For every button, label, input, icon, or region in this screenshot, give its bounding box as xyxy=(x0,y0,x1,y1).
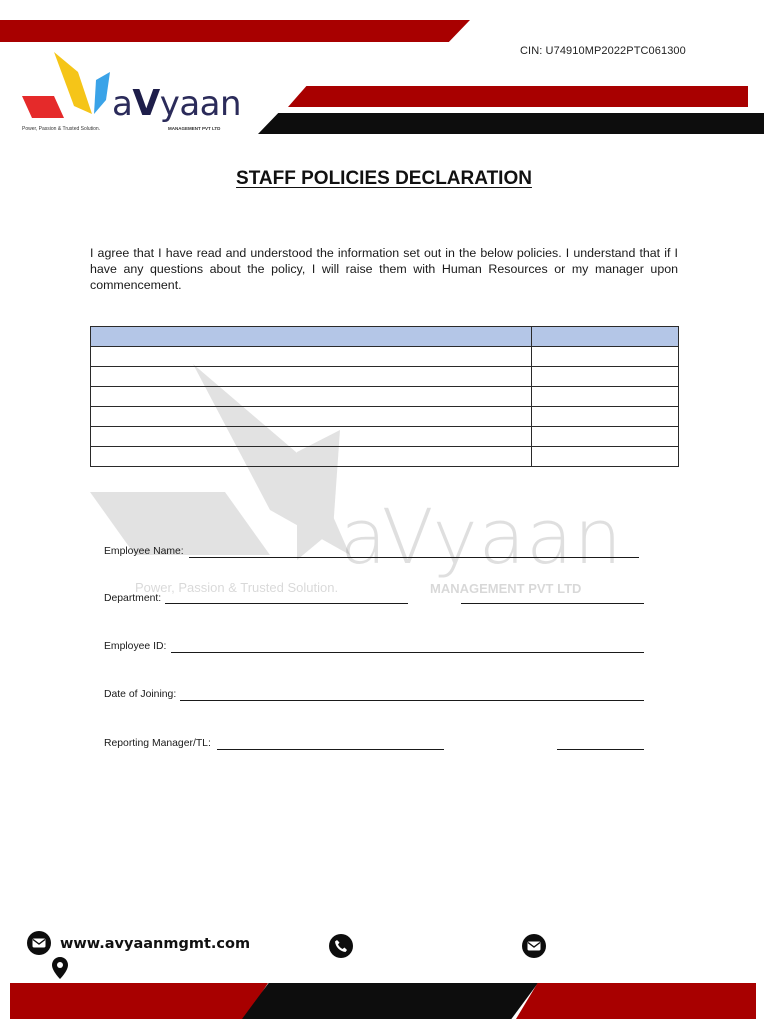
mail-icon xyxy=(522,934,546,958)
table-cell[interactable] xyxy=(91,367,532,387)
table-cell[interactable] xyxy=(91,427,532,447)
date-of-joining-field[interactable] xyxy=(180,700,644,701)
table-header-cell xyxy=(91,327,532,347)
table-cell[interactable] xyxy=(91,447,532,467)
date-of-joining-label: Date of Joining: xyxy=(104,689,177,700)
table-row xyxy=(91,387,679,407)
table-cell[interactable] xyxy=(532,407,679,427)
employee-id-field[interactable] xyxy=(171,652,644,653)
employee-name-label: Employee Name: xyxy=(104,546,184,557)
website-link[interactable]: www.avyaanmgmt.com xyxy=(60,936,251,952)
table-cell[interactable] xyxy=(91,407,532,427)
watermark-subtitle: MANAGEMENT PVT LTD xyxy=(430,581,582,596)
logo-wordmark: aVyaan xyxy=(112,83,242,124)
employee-name-field[interactable] xyxy=(189,557,639,558)
intro-paragraph: I agree that I have read and understood the information set out in the below policies. I understand that if I have any questions about the policy, I will raise them with Human Resources or my manager upon commencement. xyxy=(90,246,678,292)
header-black-band xyxy=(258,113,764,134)
phone-icon xyxy=(329,934,353,958)
footer-red-band-right xyxy=(516,983,756,1019)
logo-subtitle: MANAGEMENT PVT LTD xyxy=(168,126,221,131)
table-cell[interactable] xyxy=(532,427,679,447)
table-cell[interactable] xyxy=(532,387,679,407)
table-cell[interactable] xyxy=(91,347,532,367)
table-cell[interactable] xyxy=(532,347,679,367)
table-row xyxy=(91,347,679,367)
department-extra-field[interactable] xyxy=(461,603,644,604)
table-cell[interactable] xyxy=(91,387,532,407)
reporting-manager-label: Reporting Manager/TL: xyxy=(104,738,211,749)
table-cell[interactable] xyxy=(532,367,679,387)
department-label: Department: xyxy=(104,593,162,604)
table-header-row xyxy=(91,327,679,347)
logo-tagline: Power, Passion & Trusted Solution. xyxy=(22,126,101,132)
footer-black-band xyxy=(242,983,538,1019)
reporting-manager-field[interactable] xyxy=(217,749,444,750)
policy-table xyxy=(90,326,679,467)
cin-number: CIN: U74910MP2022PTC061300 xyxy=(520,45,686,57)
header-red-band xyxy=(288,86,748,107)
header-red-stripe xyxy=(0,20,470,42)
table-row xyxy=(91,367,679,387)
table-header-cell xyxy=(532,327,679,347)
footer-red-band-left xyxy=(10,983,268,1019)
reporting-manager-extra-field[interactable] xyxy=(557,749,644,750)
location-pin-icon xyxy=(51,956,69,980)
page-title: STAFF POLICIES DECLARATION xyxy=(236,168,532,189)
table-row xyxy=(91,407,679,427)
department-field[interactable] xyxy=(165,603,408,604)
table-row xyxy=(91,447,679,467)
table-row xyxy=(91,427,679,447)
mail-icon xyxy=(27,931,51,955)
table-cell[interactable] xyxy=(532,447,679,467)
employee-id-label: Employee ID: xyxy=(104,641,167,652)
watermark-tagline: Power, Passion & Trusted Solution. xyxy=(135,580,339,595)
watermark-wordmark: aVyaan xyxy=(340,492,623,581)
